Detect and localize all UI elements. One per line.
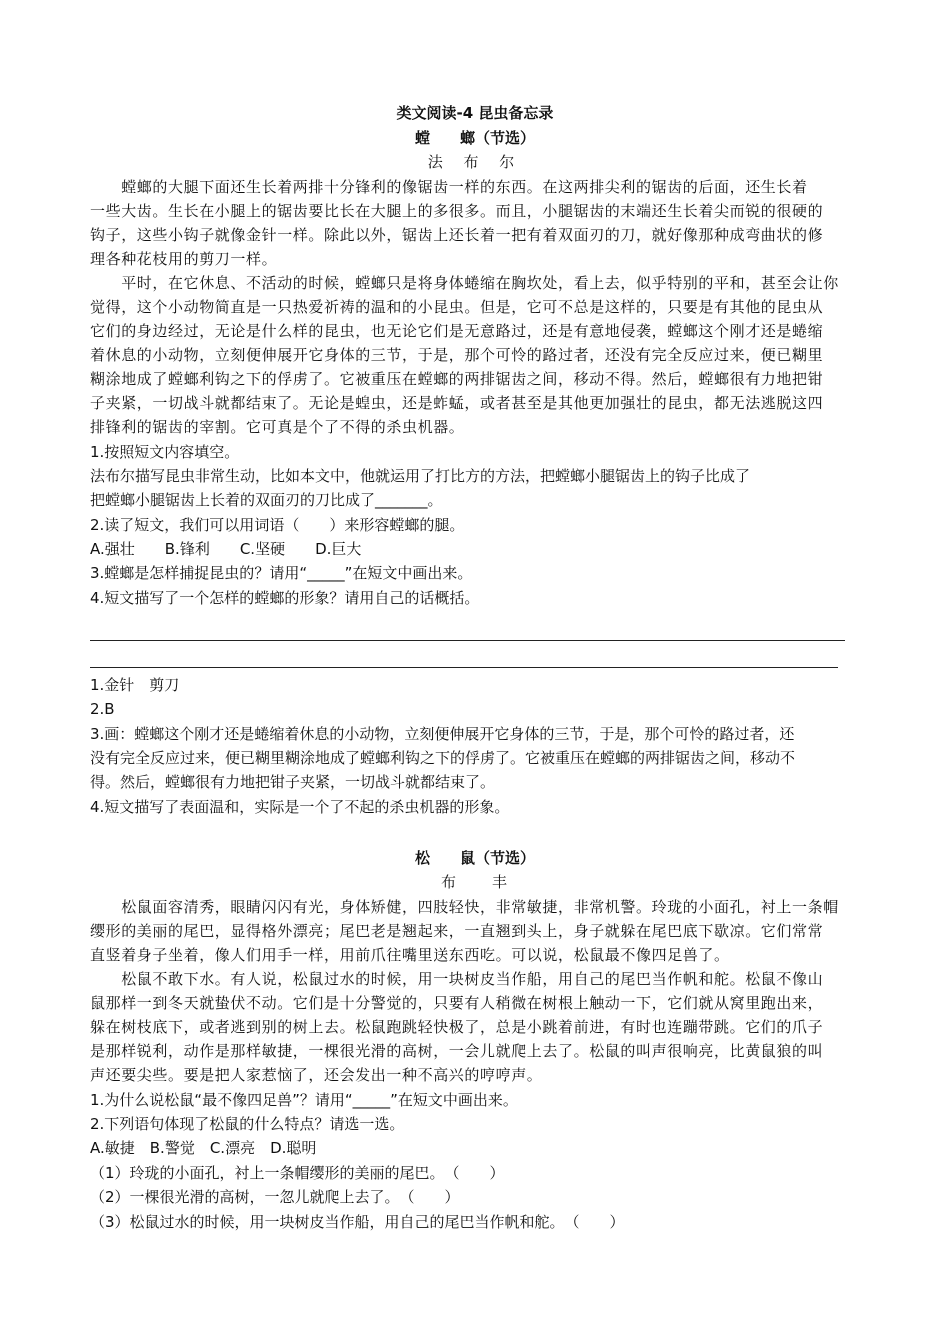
passage1-line: 螳螂的大腿下面还生长着两排十分锋利的像锯齿一样的东西。在这两排尖利的锯齿的后面，还生长着 <box>90 178 808 196</box>
passage2-subtitle: 松 鼠（节选） <box>414 849 535 867</box>
passage1-answer: 4.短文描写了表面温和，实际是一个了不起的杀虫机器的形象。 <box>90 798 510 816</box>
passage1-question: 4.短文描写了一个怎样的螳螂的形象？请用自己的话概括。 <box>90 589 480 607</box>
passage1-line: 它们的身边经过，无论是什么样的昆虫，也无论它们是无意路过，还是有意地侵袭，螳螂这个刚才还是蜷缩 <box>90 322 824 340</box>
passage1-author: 法 布 尔 <box>427 153 523 171</box>
passage1-line: 排锋利的锯齿的宰割。它可真是个了不得的杀虫机器。 <box>90 418 465 436</box>
passage1-line: 觉得，这个小动物简直是一只热爱祈祷的温和的小昆虫。但是，它可不总是这样的，只要是有其他的昆虫从 <box>90 298 824 316</box>
passage2-question: （3）松鼠过水的时候，用一块树皮当作船，用自己的尾巴当作帆和舵。 （ ） <box>90 1213 625 1231</box>
passage2-question: （1）玲珑的小面孔，衬上一条帽缨形的美丽的尾巴。 （ ） <box>90 1164 505 1182</box>
passage2-question: 1.为什么说松鼠“最不像四足兽”？请用“_____”在短文中画出来。 <box>90 1091 518 1109</box>
passage2-question: （2）一棵很光滑的高树，一忽儿就爬上去了。 （ ） <box>90 1188 460 1206</box>
passage1-line: 着休息的小动物，立刻便伸展开它身体的三节，于是，那个可怜的路过者，还没有完全反应过来，便已糊里 <box>90 346 824 364</box>
passage2-line: 是那样锐利，动作是那样敏捷，一棵很光滑的高树，一会儿就爬上去了。松鼠的叫声很响亮，比黄鼠狼的叫 <box>90 1042 824 1060</box>
passage1-answer: 没有完全反应过来，便已糊里糊涂地成了螳螂利钩之下的俘虏了。它被重压在螳螂的两排锯齿之间，移动不 <box>90 749 796 767</box>
passage1-line: 理各种花枝用的剪刀一样。 <box>90 250 278 268</box>
passage2-author: 布 丰 <box>440 873 509 891</box>
passage1-subtitle: 螳 螂（节选） <box>414 129 535 147</box>
passage1-question: 1.按照短文内容填空。 <box>90 443 240 461</box>
passage1-question: 把螳螂小腿锯齿上长着的双面刃的刀比成了_______。 <box>90 491 443 509</box>
passage1-line: 一些大齿。生长在小腿上的锯齿要比长在大腿上的多很多。而且，小腿锯齿的末端还生长着尖而锐的很硬的 <box>90 202 824 220</box>
passage1-question: 3.螳螂是怎样捕捉昆虫的？请用“_____”在短文中画出来。 <box>90 564 473 582</box>
passage1-question: 法布尔描写昆虫非常生动，比如本文中，他就运用了打比方的方法，把螳螂小腿锯齿上的钩子比成了 <box>90 467 751 485</box>
passage1-answer: 3.画：螳螂这个刚才还是蜷缩着休息的小动物，立刻便伸展开它身体的三节，于是，那个可怜的路过者，还 <box>90 725 795 743</box>
passage1-answer: 1.金针 剪刀 <box>90 676 180 694</box>
answer-line <box>90 640 845 641</box>
passage1-options: A.强壮 B.锋利 C.坚硬 D.巨大 <box>90 540 362 558</box>
passage1-answer: 2.B <box>90 700 115 718</box>
passage2-line: 躲在树枝底下，或者逃到别的树上去。松鼠跑跳轻快极了，总是小跳着前进，有时也连蹦带跳。它们的爪子 <box>90 1018 824 1036</box>
passage2-options: A.敏捷 B.警觉 C.漂亮 D.聪明 <box>90 1139 317 1157</box>
passage1-line: 平时，在它休息、不活动的时候，螳螂只是将身体蜷缩在胸坎处，看上去，似乎特别的平和，甚至会让你 <box>90 274 839 292</box>
answer-line <box>90 667 838 668</box>
passage2-line: 松鼠面容清秀，眼睛闪闪有光，身体矫健，四肢轻快，非常敏捷，非常机警。玲珑的小面孔，衬上一条帽 <box>90 898 839 916</box>
passage2-line: 鼠那样一到冬天就蛰伏不动。它们是十分警觉的，只要有人稍微在树根上触动一下，它们就从窝里跑出来， <box>90 994 824 1012</box>
passage2-line: 声还要尖些。要是把人家惹恼了，还会发出一种不高兴的哼哼声。 <box>90 1066 543 1084</box>
worksheet-title: 类文阅读-4 昆虫备忘录 <box>396 104 554 122</box>
passage2-line: 直竖着身子坐着，像人们用手一样，用前爪往嘴里送东西吃。可以说，松鼠最不像四足兽了。 <box>90 946 730 964</box>
passage1-question: 2.读了短文，我们可以用词语（ ）来形容螳螂的腿。 <box>90 516 465 534</box>
passage2-question: 2.下列语句体现了松鼠的什么特点？请选一选。 <box>90 1115 405 1133</box>
passage1-line: 钩子，这些小钩子就像金针一样。除此以外，锯齿上还长着一把有着双面刃的刀，就好像那种成弯曲状的修 <box>90 226 824 244</box>
passage1-answer: 得。然后，螳螂很有力地把钳子夹紧，一切战斗就都结束了。 <box>90 773 496 791</box>
passage2-line: 缨形的美丽的尾巴，显得格外漂亮；尾巴老是翘起来，一直翘到头上，身子就躲在尾巴底下歇凉。它们常常 <box>90 922 824 940</box>
passage2-line: 松鼠不敢下水。有人说，松鼠过水的时候，用一块树皮当作船，用自己的尾巴当作帆和舵。松鼠不像山 <box>90 970 824 988</box>
passage1-line: 糊涂地成了螳螂利钩之下的俘虏了。它被重压在螳螂的两排锯齿之间，移动不得。然后，螳螂很有力地把钳 <box>90 370 824 388</box>
passage1-line: 子夹紧，一切战斗就都结束了。无论是蝗虫，还是蚱蜢，或者甚至是其他更加强壮的昆虫，都无法逃脱这四 <box>90 394 824 412</box>
